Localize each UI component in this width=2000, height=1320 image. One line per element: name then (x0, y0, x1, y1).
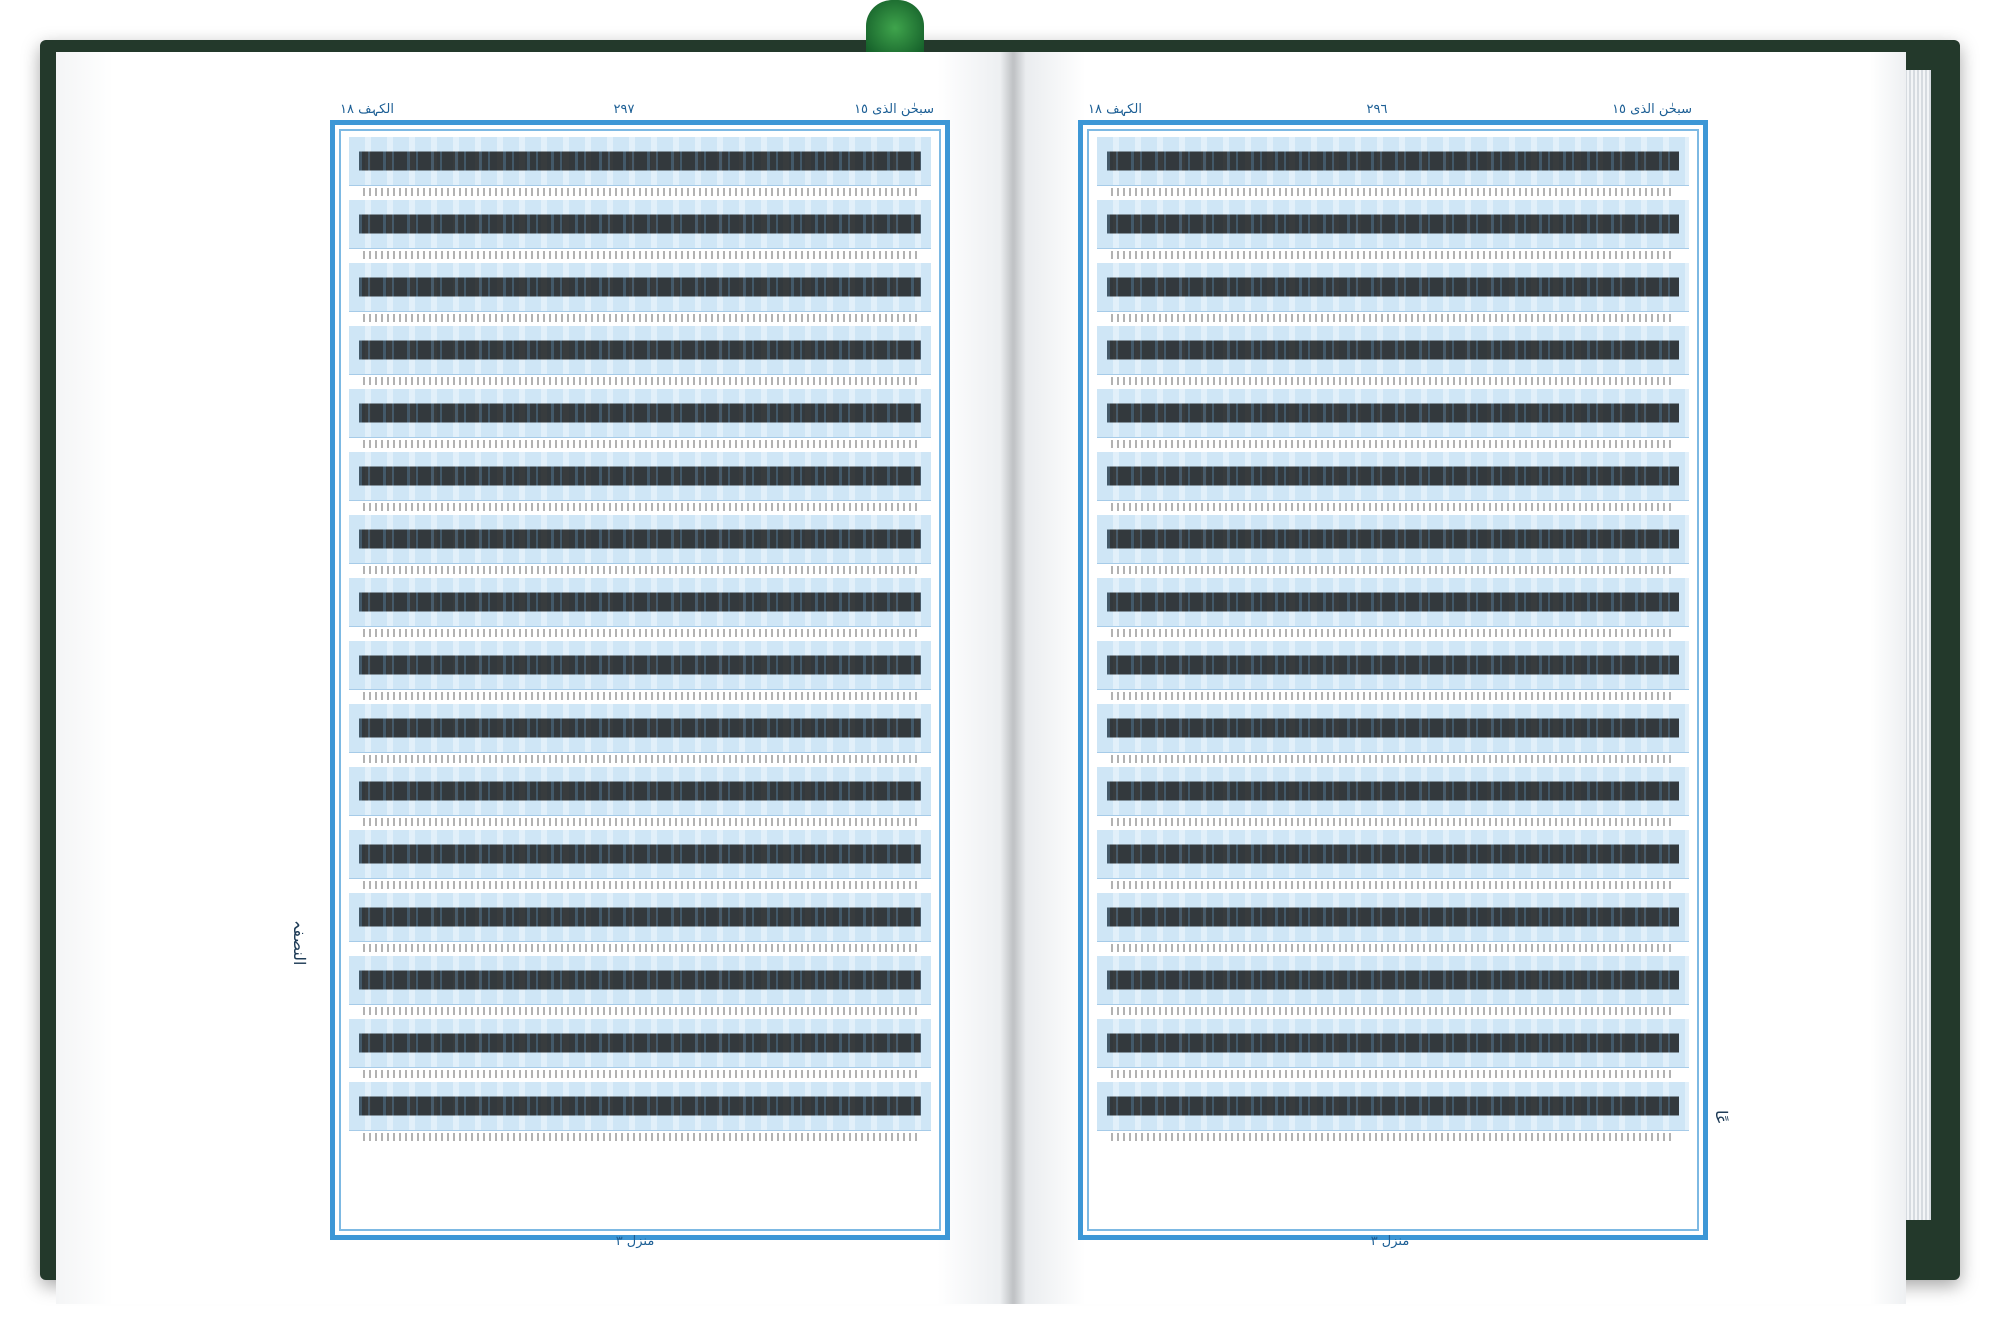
verse-line (349, 137, 931, 186)
verse-line (1097, 200, 1689, 249)
left-margin-mark: النصفہ (290, 920, 309, 966)
page-edges (1905, 70, 1931, 1220)
verse-line (1097, 263, 1689, 312)
left-footer: منزل ٣ (615, 1234, 655, 1249)
verse-line (1097, 704, 1689, 753)
left-text-lines (349, 137, 931, 1223)
left-header-surah: الکہف ١٨ (340, 101, 394, 117)
right-margin-note (1710, 380, 1736, 800)
verse-line (1097, 137, 1689, 186)
verse-line (1097, 515, 1689, 564)
verse-line (349, 515, 931, 564)
left-running-header (334, 98, 940, 120)
verse-line (1097, 1019, 1689, 1068)
right-running-header (1082, 98, 1698, 120)
right-page-number: ٢٩٦ (1366, 101, 1388, 117)
verse-line (349, 1019, 931, 1068)
book-gutter (1000, 52, 1026, 1304)
verse-line (349, 263, 931, 312)
verse-line (1097, 830, 1689, 879)
verse-line (1097, 1082, 1689, 1131)
verse-line (349, 452, 931, 501)
verse-line (349, 704, 931, 753)
verse-line (1097, 389, 1689, 438)
verse-line (1097, 326, 1689, 375)
verse-line (349, 767, 931, 816)
verse-line (349, 956, 931, 1005)
right-text-frame (1078, 120, 1708, 1240)
right-margin-mark: عًا (1712, 1110, 1731, 1125)
verse-line (1097, 956, 1689, 1005)
left-text-frame (330, 120, 950, 1240)
verse-line (349, 1082, 931, 1131)
verse-line (1097, 893, 1689, 942)
verse-line (349, 389, 931, 438)
verse-line (349, 830, 931, 879)
left-page-number: ٢٩٧ (613, 101, 635, 117)
verse-line (349, 326, 931, 375)
verse-line (1097, 767, 1689, 816)
verse-line (349, 893, 931, 942)
verse-line (1097, 452, 1689, 501)
verse-line (349, 578, 931, 627)
verse-line (1097, 641, 1689, 690)
right-text-lines (1097, 137, 1689, 1223)
verse-line (1097, 578, 1689, 627)
verse-line (349, 641, 931, 690)
right-header-surah: الکہف ١٨ (1088, 101, 1142, 117)
left-header-para: سبحٰن الذی ١٥ (854, 101, 934, 117)
right-header-para: سبحٰن الذی ١٥ (1612, 101, 1692, 117)
right-footer: منزل ٣ (1370, 1234, 1410, 1249)
verse-line (349, 200, 931, 249)
